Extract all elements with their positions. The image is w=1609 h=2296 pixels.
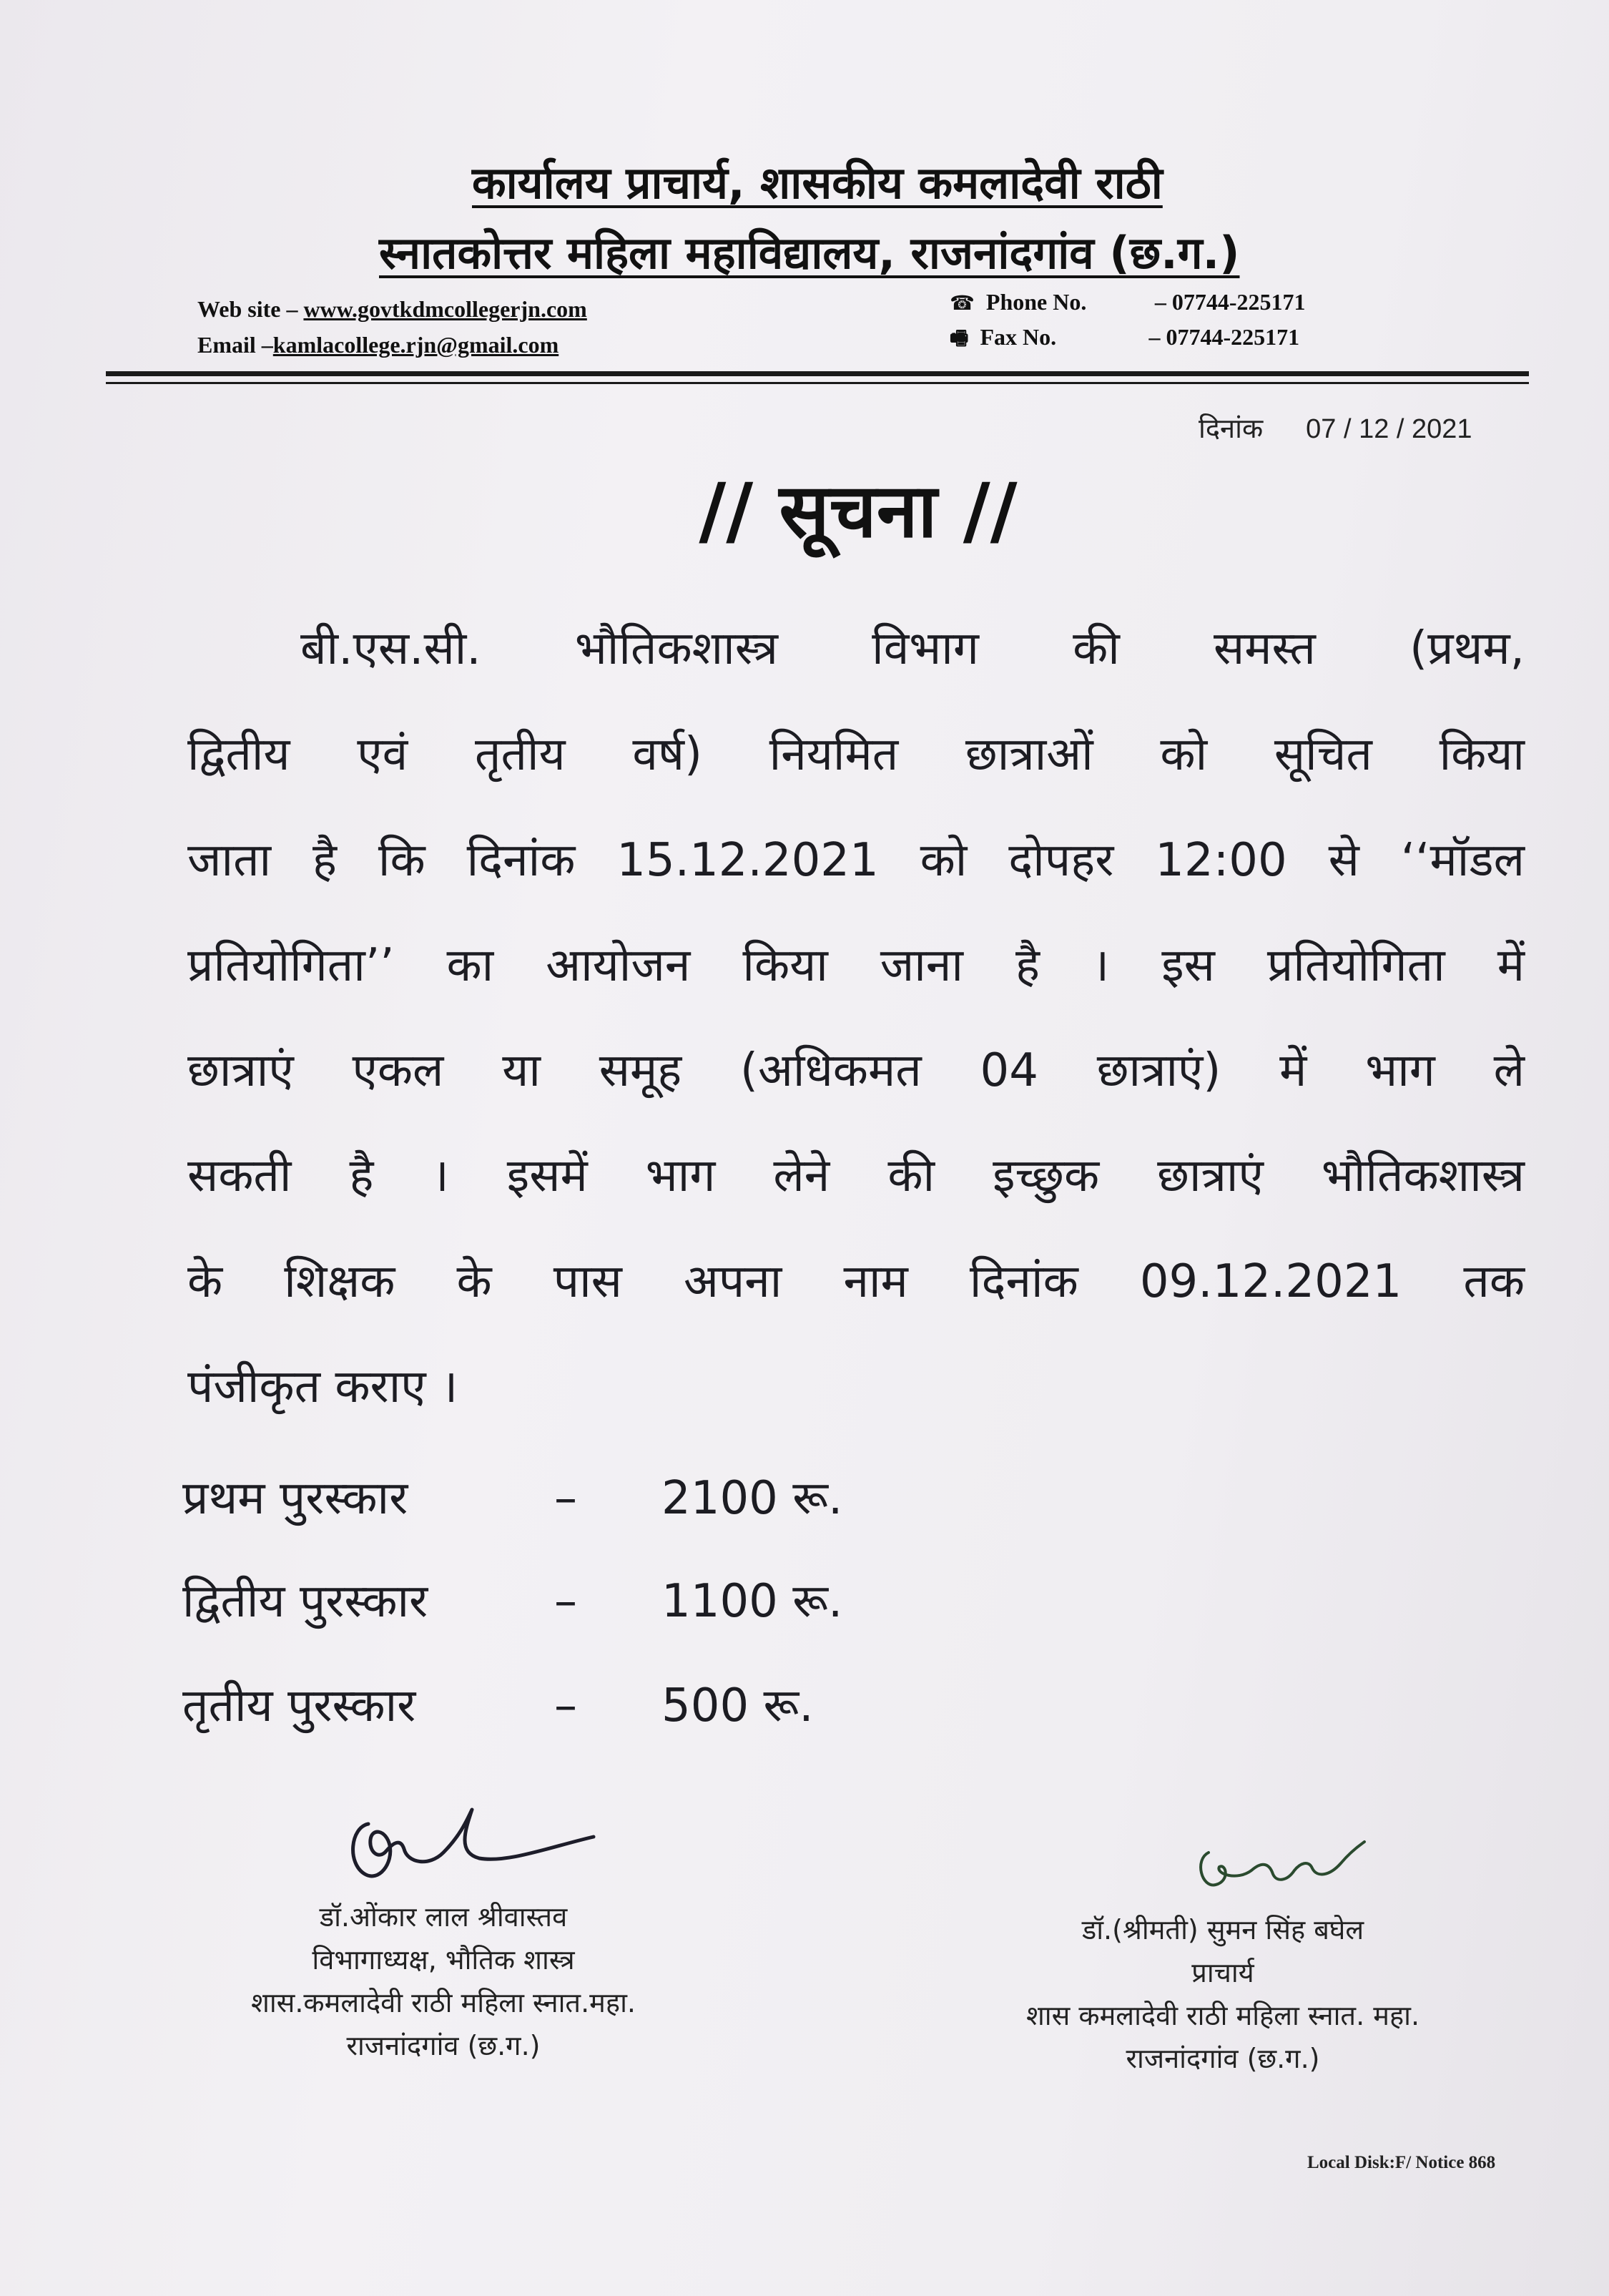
signature-right [1187, 1831, 1373, 1903]
signatory-name: डॉ.(श्रीमती) सुमन सिंह बघेल [1081, 1914, 1364, 1946]
fax-row [950, 323, 1299, 358]
signatory-name: डॉ.ओंकार लाल श्रीवास्तव [319, 1901, 568, 1933]
body-line: के शिक्षक के पास अपना नाम दिनांक 09.12.2021 तक [187, 1255, 1525, 1308]
header-divider-thick [106, 371, 1529, 376]
email-row [197, 332, 559, 358]
body-line: जाता है कि दिनांक 15.12.2021 को दोपहर 12:00 से ‘‘मॉडल [187, 834, 1525, 887]
header-college-line: स्नातकोत्तर महिला महाविद्यालय, राजनांदगांव (छ.ग.) [379, 227, 1240, 279]
signatory-place: राजनांदगांव (छ.ग.) [1126, 2043, 1320, 2074]
website-row [197, 296, 587, 323]
prize-row-third [182, 1672, 814, 1735]
fax-label: Fax No. [980, 324, 1057, 350]
website-label: Web site – [197, 296, 304, 322]
notice-date [1199, 409, 1472, 446]
phone-number: – 07744-225171 [1154, 289, 1306, 315]
email-label: Email – [197, 332, 273, 358]
prize-amount: 1100 रू. [661, 1575, 843, 1628]
date-value: 07 / 12 / 2021 [1306, 414, 1472, 444]
signatory-designation: प्राचार्य [1191, 1957, 1254, 1988]
body-line: द्वितीय एवं तृतीय वर्ष) नियमित छात्राओं को सूचित किया [187, 728, 1525, 781]
prize-dash: – [554, 1679, 577, 1732]
notice-title: // सूचना // [699, 467, 1018, 554]
signatory-institution: शास कमलादेवी राठी महिला स्नात. महा. [1025, 2000, 1420, 2031]
prize-label: द्वितीय पुरस्कार [182, 1575, 428, 1628]
signatory-right-block [965, 1908, 1480, 2080]
telephone-icon: ☎ [950, 291, 975, 315]
date-label: दिनांक [1199, 413, 1264, 444]
signatory-designation: विभागाध्यक्ष, भौतिक शास्त्र [312, 1944, 575, 1976]
prize-dash: – [554, 1575, 577, 1628]
header-divider-thin [106, 382, 1529, 384]
signatory-place: राजनांदगांव (छ.ग.) [346, 2030, 541, 2061]
email-link[interactable]: kamlacollege.rjn@gmail.com [272, 332, 559, 358]
website-link[interactable]: www.govtkdmcollegerjn.com [303, 296, 587, 322]
prize-label: तृतीय पुरस्कार [182, 1679, 416, 1732]
prize-label: प्रथम पुरस्कार [182, 1472, 408, 1525]
fax-icon: 🖷 [950, 326, 969, 350]
file-reference: Local Disk:F/ Notice 868 [1307, 2153, 1496, 2172]
body-line: सकती है । इसमें भाग लेने की इच्छुक छात्राएं भौतिकशास्त्र [187, 1149, 1525, 1202]
phone-row [950, 289, 1306, 315]
prize-row-first [182, 1465, 842, 1527]
signatory-left-block [157, 1895, 729, 2067]
prize-amount: 500 रू. [661, 1679, 814, 1732]
body-line: प्रतियोगिता’’ का आयोजन किया जाना है । इस प्रतियोगिता में [187, 939, 1525, 992]
header-office-line: कार्यालय प्राचार्य, शासकीय कमलादेवी राठी [472, 157, 1163, 209]
prize-dash: – [554, 1472, 577, 1525]
fax-number: – 07744-225171 [1148, 324, 1300, 350]
body-line: बी.एस.सी. भौतिकशास्त्र विभाग की समस्त (प्रथम, [300, 622, 1525, 675]
phone-label: Phone No. [985, 289, 1087, 315]
body-line: छात्राएं एकल या समूह (अधिकमत 04 छात्राएं) में भाग ले [187, 1044, 1525, 1097]
prize-amount: 2100 रू. [661, 1472, 843, 1525]
prize-row-second [182, 1568, 842, 1630]
signature-left [336, 1795, 601, 1895]
body-line: पंजीकृत कराए । [187, 1360, 458, 1413]
signatory-institution: शास.कमलादेवी राठी महिला स्नात.महा. [250, 1987, 636, 2018]
